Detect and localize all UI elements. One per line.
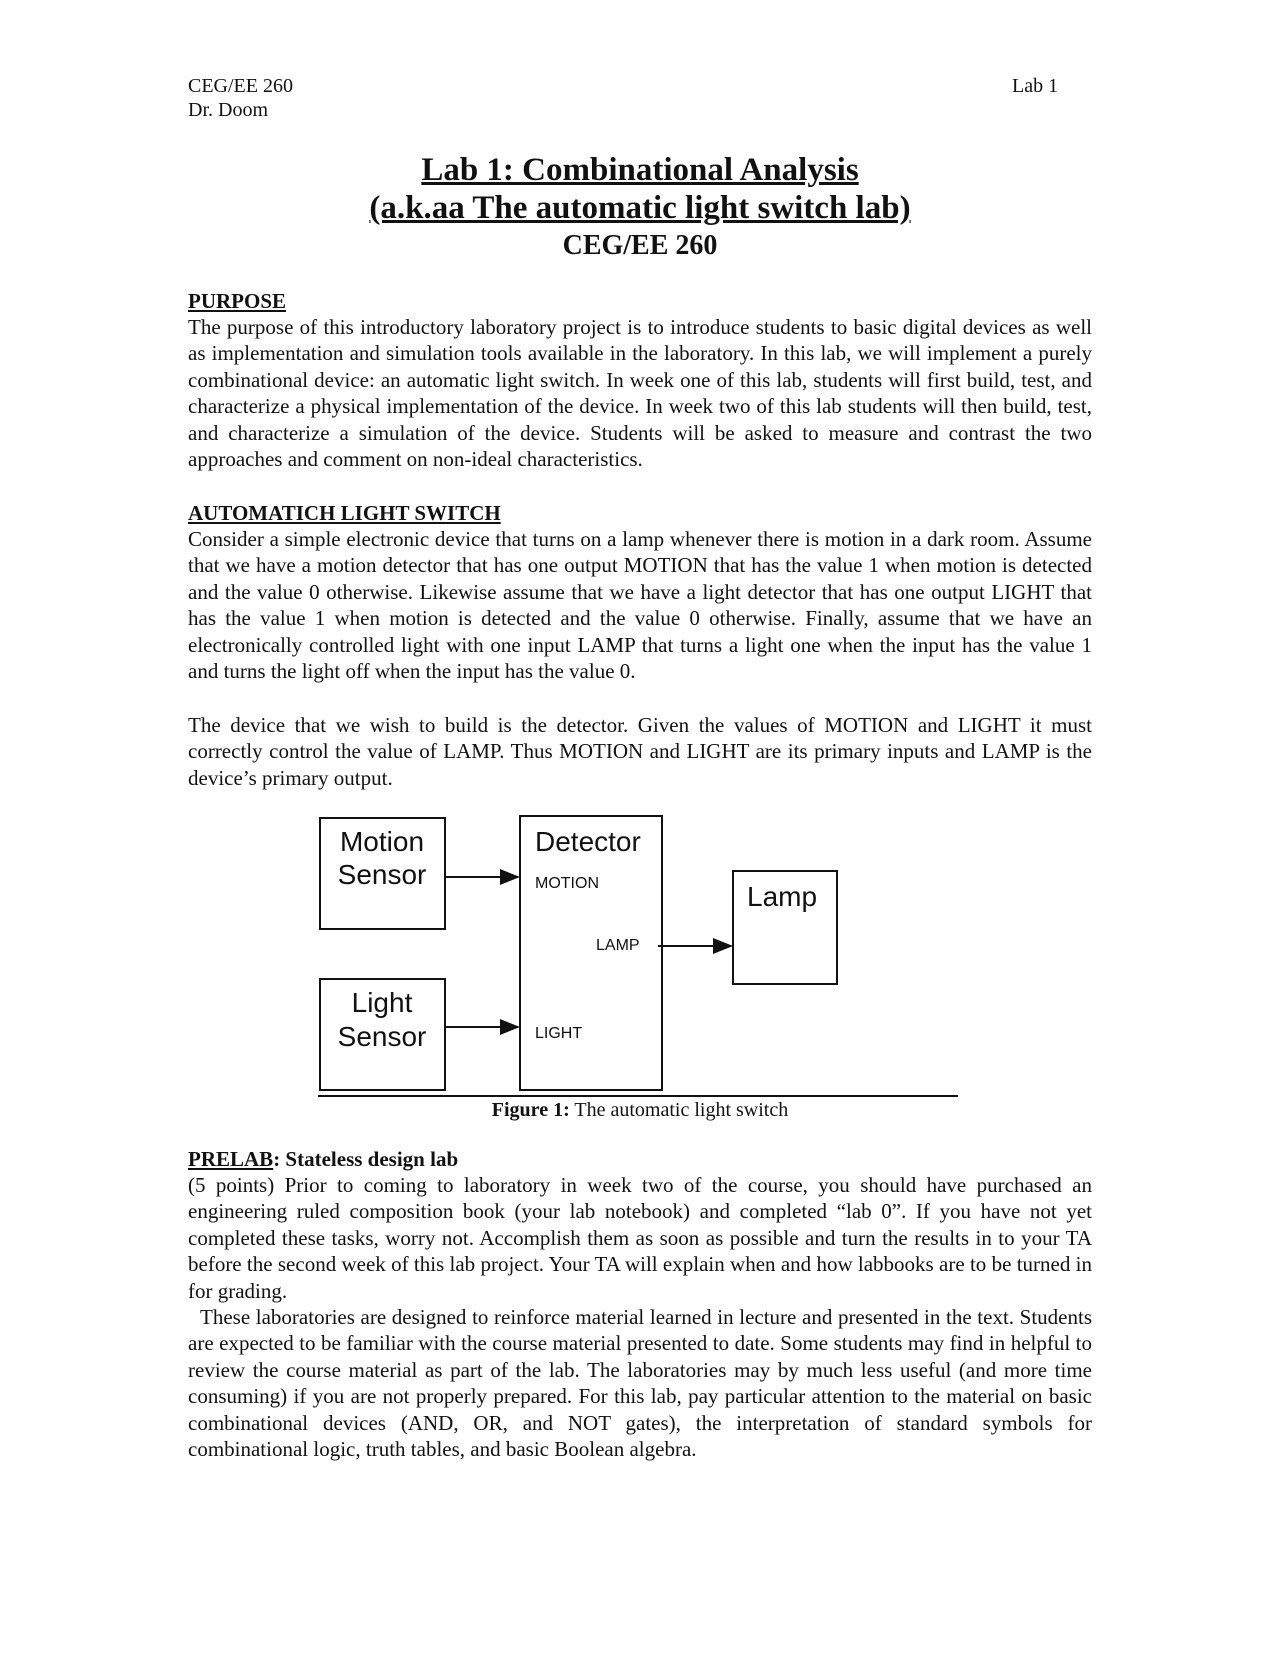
figure-caption-label: Figure 1:: [491, 1099, 570, 1121]
figure-caption: [0, 1098, 1280, 1122]
course-code: CEG/EE 260: [188, 75, 293, 97]
port-motion-label: MOTION: [535, 875, 599, 892]
device-paragraph: The device that we wish to build is the detector. Given the values of MOTION and LIGHT it must correctly control the value of LAMP. Thus MOTION and LIGHT are its primary inputs and LAMP is the device’s primary output.: [188, 713, 1092, 790]
purpose-section: [188, 288, 1092, 472]
lamp-label: Lamp: [747, 881, 818, 912]
light-switch-paragraph: Consider a simple electronic device that turns on a lamp whenever there is motion in a dark room. Assume that we have a motion detector that has one output MOTION that has the value 1 when motion is detected and the value 0 otherwise. Likewise assume that we have a light detector that has one output LIGHT that has the value 1 when motion is detected and the value 0 otherwise. Finally, assume that we have an electronically controlled light with one input LAMP that turns a light one when the input has the value 1 and turns the light off when the input has the value 0.: [188, 527, 1092, 684]
prelab-section: [188, 1146, 1092, 1462]
motion-sensor-label-1: Motion: [339, 826, 425, 857]
prelab-paragraph-2: These laboratories are designed to reinforce material learned in lecture and presented in the text. Students are expected to be familiar with the course material presented to date. Some students may find in helpful to review the course material as part of the lab. The laboratories may by much less useful (and more time consuming) if you are not properly prepared. For this lab, pay particular attention to the material on basic combinational devices (AND, OR, and NOT gates), the interpretation of standard symbols for combinational logic, truth tables, and basic Boolean algebra.: [188, 1305, 1092, 1462]
light-switch-section: [188, 500, 1092, 684]
light-sensor-label-2: Sensor: [337, 1021, 427, 1052]
prelab-heading: PRELAB: Stateless design lab: [188, 1147, 459, 1171]
lamp-box: [733, 871, 837, 984]
purpose-heading: PURPOSE: [188, 289, 287, 313]
purpose-paragraph: The purpose of this introductory laboratory project is to introduce students to basic digital devices as well as implementation and simulation tools available in the laboratory. In this lab, we will implement a purely combinational device: an automatic light switch. In week one of this lab, students will first build, test, and characterize a physical implementation of the device. In week two of this lab students will then build, test, and characterize a simulation of the device. Students will be asked to measure and contrast the two approaches and comment on non-ideal characteristics.: [188, 315, 1092, 472]
doc-subtitle: (a.k.aa The automatic light switch lab): [369, 190, 911, 226]
light-switch-heading: AUTOMATICH LIGHT SWITCH: [188, 501, 501, 525]
doc-course-title: CEG/EE 260: [562, 230, 718, 261]
page-header-left: [188, 74, 293, 122]
figure-caption-text: The automatic light switch: [569, 1099, 789, 1121]
detector-label: Detector: [535, 826, 641, 857]
motion-sensor-label-2: Sensor: [337, 859, 427, 890]
lab-number: Lab 1: [1012, 75, 1059, 97]
light-sensor-box: [320, 979, 445, 1090]
prelab-paragraph-1: (5 points) Prior to coming to laboratory in week two of the course, you should have purchased an engineering ruled composition book (your lab notebook) and completed “lab 0”. If you have not yet completed these tasks, worry not. Accomplish them as soon as possible and turn the results in to your TA before the second week of this lab project. Your TA will explain when and how labbooks are to be turned in for grading.: [188, 1173, 1092, 1303]
detector-box: [520, 816, 662, 1090]
port-light-label: LIGHT: [535, 1025, 583, 1042]
light-sensor-label-1: Light: [351, 987, 413, 1018]
doc-title: Lab 1: Combinational Analysis: [421, 152, 859, 188]
instructor-name: Dr. Doom: [188, 99, 268, 121]
motion-sensor-box: [320, 818, 445, 929]
port-lamp-label: LAMP: [596, 937, 640, 954]
device-section: [188, 712, 1092, 791]
